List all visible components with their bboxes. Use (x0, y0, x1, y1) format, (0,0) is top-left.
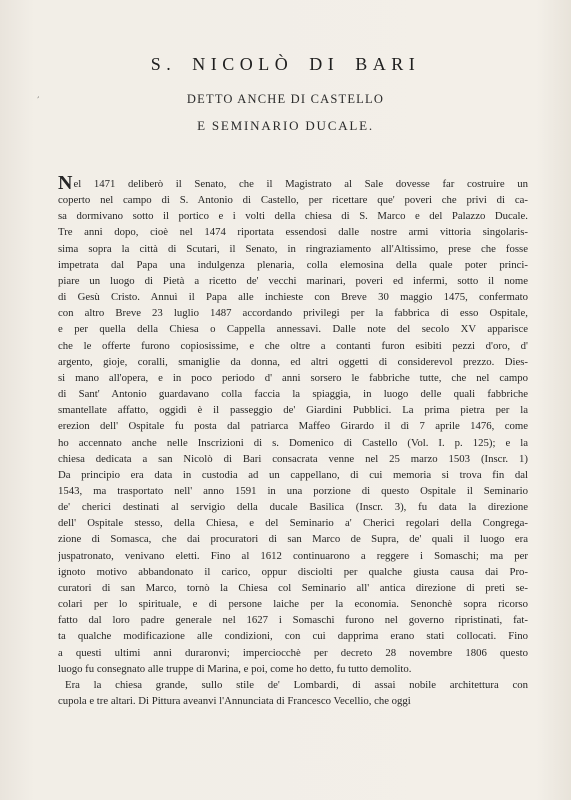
text-line: argento, gioje, coralli, smaniglie da donna, ed altri oggetti di considerevol prezzo. Dies- (58, 355, 528, 368)
text-line: sa dormivano sotto il portico e i volti della chiesa di S. Marco e del Palazzo Ducale. (58, 210, 528, 223)
text-line: zione di Somasca, che dai procuratori di san Marco de Supra, de' quali il luogo era (58, 533, 528, 546)
text-line: colari per lo spirituale, e di persone laiche per la economia. Senonchè sopra ricorso (58, 598, 528, 611)
text-line: juspatronato, venivano eletti. Fino al 1612 continuarono a reggere i Somaschi; ma per (58, 549, 528, 562)
text-line: Tre anni dopo, cioè nel 1474 riportata essendosi dalle nostre armi vittoria singolaris- (58, 226, 528, 239)
text-line: curatori di san Marco, tornò la Chiesa col Seminario all' antica direzione di preti se- (58, 581, 528, 594)
text-line: di Gesù Cristo. Annuì il Papa alle inchieste con Breve 30 maggio 1475, confermato (58, 291, 528, 304)
text-line: piare un luogo di Pietà a ricetto de' vecchi marinari, poveri ed infermi, sotto il nome (58, 274, 528, 287)
text-line: con altro Breve 23 luglio 1487 accordando privilegi per la fabbrica di esso Ospitale, (58, 307, 528, 320)
text-line: Era la chiesa grande, sullo stile de' Lombardi, di assai nobile architettura con (65, 678, 528, 691)
margin-mark: ´ (36, 94, 43, 106)
page-subtitle-1: DETTO ANCHE DI CASTELLO (186, 92, 385, 106)
text-line: ho accennato anche nelle Inscrizioni di s. Domenico di Castello (Vol. I. p. 125); e la (58, 436, 528, 449)
text-line: chiesa dedicata a san Nicolò di Bari consacrata venne nel 25 marzo 1503 (Inscr. 1) (58, 452, 528, 465)
text-line: luogo fu consegnato alle truppe di Marina, e poi, come ho detto, fu tutto demolito. (58, 662, 412, 675)
text-line: che le offerte furono copiosissime, e che oltre a contanti furon esibiti pezzi d'oro, d' (58, 339, 528, 352)
text-line: si mano all'opera, e in poco periodo d' anni sorsero le fabbriche tutte, che nel campo (58, 371, 528, 384)
text-line: 1543, ma trasportato nell' anno 1591 in una porzione di questo Ospitale il Seminario (58, 484, 528, 497)
text-line: e per quella della Chiesa o Cappella annessavi. Dalle note del secolo XV apparisce (58, 323, 528, 336)
text-line: erezion dell' Ospitale fu posta dal patriarca Maffeo Girardo il dì 7 aprile 1476, come (58, 420, 528, 433)
text-line: impetrata dal Papa una indulgenza plenaria, colla elemosina della quale poter princi- (58, 258, 528, 271)
text-line: smantellate affatto, oggidì è il passeggio de' Giardini Pubblici. La prima pietra per la (58, 404, 528, 417)
text-line: coperto nel campo di S. Antonio di Castello, per ricettare que' poveri che privi di ca- (58, 194, 528, 207)
text-line: cupola e tre altari. Di Pittura aveanvi l'Annunciata di Francesco Vecellio, che oggi (58, 695, 411, 707)
text-line: a questi ultimi anni duraronvi; imperciocchè per decreto 28 novembre 1806 questo (58, 646, 528, 659)
text-line: Nel 1471 deliberò il Senato, che il Magistrato al Sale dovesse far costruire un (58, 176, 528, 193)
text-line: di Sant' Antonio guardavano colla faccia la spiaggia, in luogo delle quali fabbriche (58, 388, 528, 401)
text-line: dell' Ospitale stesso, della Chiesa, e del Seminario a' Cherici regolari della Congrega- (58, 517, 528, 530)
page-subtitle-2: E SEMINARIO DUCALE. (197, 118, 374, 133)
page-title: S. NICOLÒ DI BARI (150, 54, 421, 74)
text-line: ignoto motivo abbandonato il carico, oppur disciolti per qualche giusta causa dai Pro- (58, 565, 528, 578)
text-line: de' cherici destinati al servigio della ducale Basilica (Inscr. 3), fu data la direzione (58, 501, 528, 514)
drop-cap: N (58, 176, 73, 193)
text-line: sima sopra la città di Scutari, il Senato, in ringraziamento all'Altissimo, prese che fosse (58, 242, 528, 255)
text-line: fatto dal loro padre generale nel 1627 i Somaschi furono nel governo ripristinati, fat- (58, 614, 528, 627)
body-text (58, 176, 528, 709)
text-line: ta qualche modificazione alle condizioni, con cui dapprima erano stati collocati. Fino (58, 630, 528, 643)
text-line: Da principio era data in custodia ad un cappellano, di cui memoria si trova fin dal (58, 468, 528, 481)
